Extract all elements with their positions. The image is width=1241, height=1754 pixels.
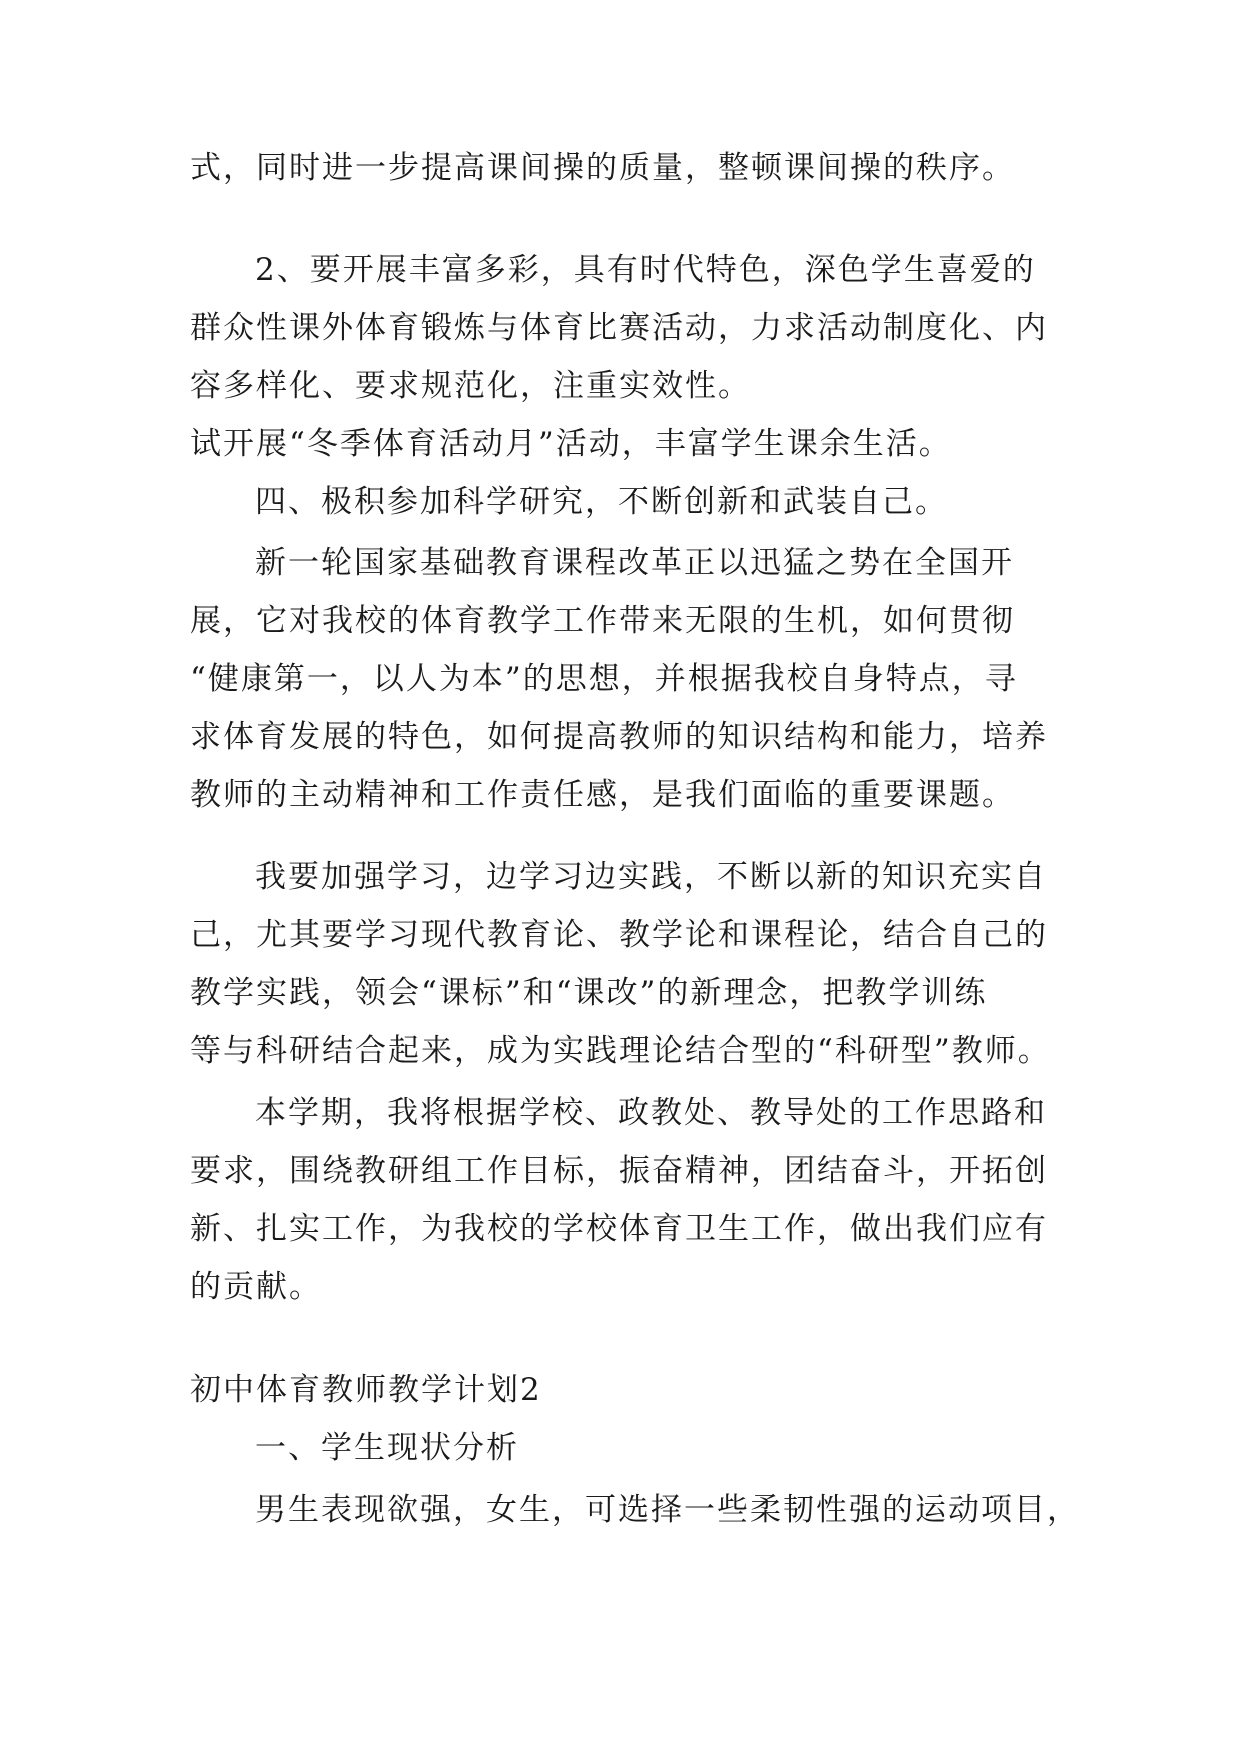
text-line: “健康第一，以人为本”的思想，并根据我校自身特点，寻	[190, 661, 1018, 697]
text-line: 一、学生现状分析	[255, 1430, 519, 1466]
text-line: 展，它对我校的体育教学工作带来无限的生机，如何贯彻	[190, 603, 1015, 639]
text-line: 己，尤其要学习现代教育论、教学论和课程论，结合自己的	[190, 917, 1048, 953]
text-line: 群众性课外体育锻炼与体育比赛活动，力求活动制度化、内	[190, 310, 1048, 346]
text-line: 四、极积参加科学研究，不断创新和武装自己。	[255, 484, 948, 520]
text-line: 要求，围绕教研组工作目标，振奋精神，团结奋斗，开拓创	[190, 1153, 1048, 1189]
text-line: 容多样化、要求规范化，注重实效性。	[190, 368, 751, 404]
text-line: 新一轮国家基础教育课程改革正以迅猛之势在全国开	[255, 545, 1014, 581]
text-line: 教师的主动精神和工作责任感，是我们面临的重要课题。	[190, 777, 1015, 813]
section-heading: 初中体育教师教学计划2	[190, 1372, 542, 1408]
text-line: 男生表现欲强，女生，可选择一些柔韧性强的运动项目，	[255, 1492, 1080, 1528]
text-line: 教学实践，领会“课标”和“课改”的新理念，把教学训练	[190, 975, 988, 1011]
text-line: 式，同时进一步提高课间操的质量，整顿课间操的秩序。	[190, 150, 1015, 186]
text-line: 新、扎实工作，为我校的学校体育卫生工作，做出我们应有	[190, 1211, 1048, 1247]
text-line: 我要加强学习，边学习边实践，不断以新的知识充实自	[255, 859, 1047, 895]
text-line: 等与科研结合起来，成为实践理论结合型的“科研型”教师。	[190, 1033, 1051, 1069]
text-line: 的贡献。	[190, 1269, 322, 1305]
text-line: 试开展“冬季体育活动月”活动，丰富学生课余生活。	[190, 426, 952, 462]
text-line: 2、要开展丰富多彩，具有时代特色，深色学生喜爱的	[255, 252, 1036, 288]
text-line: 本学期，我将根据学校、政教处、教导处的工作思路和	[255, 1095, 1047, 1131]
text-line: 求体育发展的特色，如何提高教师的知识结构和能力，培养	[190, 719, 1048, 755]
